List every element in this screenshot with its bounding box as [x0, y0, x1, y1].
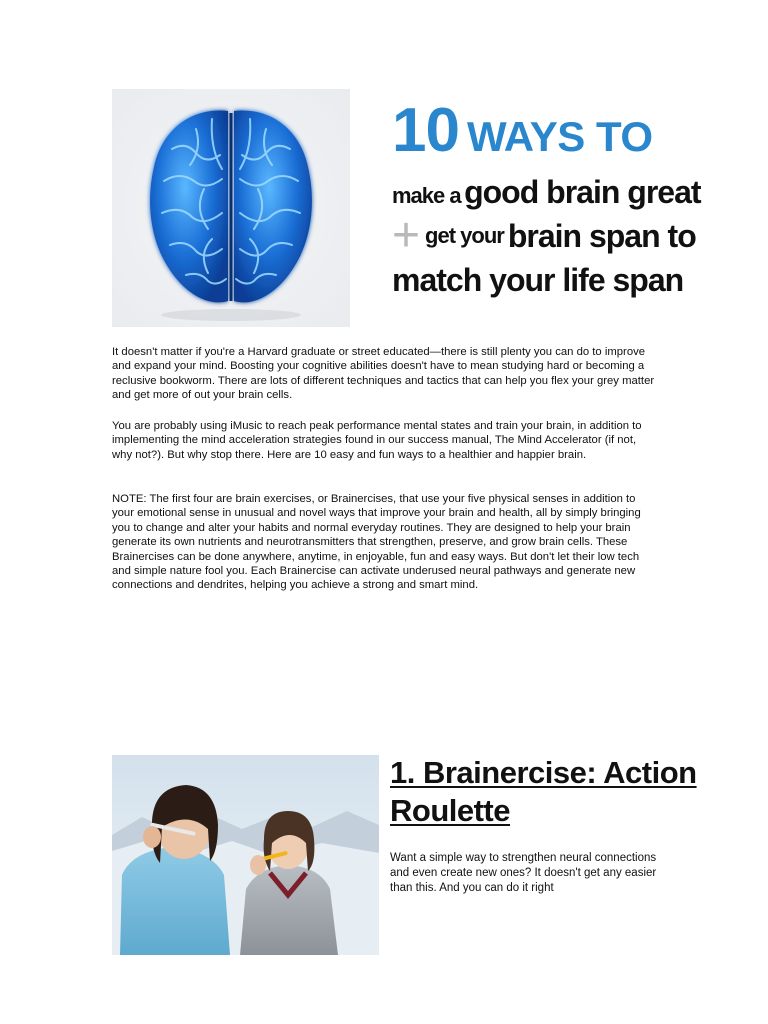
imusic-paragraph: You are probably using iMusic to reach peak performance mental states and train your brain, in addition to implementing the mind acceleration strategies found in our success manual, The Mind Accelerator (if not, why not?). But why stop there. Here are 10 easy and fun ways to a healthier and happier brain. — [112, 420, 642, 461]
headline-line-2-large: brain span to — [507, 218, 696, 254]
headline-title — [392, 96, 732, 165]
headline-line-1-small: make a — [392, 183, 461, 208]
headline-ways: WAYS TO — [466, 113, 653, 160]
note-paragraph: NOTE: The first four are brain exercises, or Brainercises, that use your five physical senses in addition to your emotional sense in unusual and novel ways that improve your brain and health, all by simply bringing you to change and alter your habits and normal everyday routines. They are designed to help your brain generate its own nutrients and neurotransmitters that strengthen, preserve, and grow brain cells. These Brainercises can be done anywhere, anytime, in enjoyable, fun and easy ways. But don't let their low tech and simple nature fool you. Each Brainercise can activate underused neural pathways and generate new connections and dendrites, helping you achieve a strong and smart mind. — [112, 493, 641, 592]
plus-icon: + — [392, 208, 420, 262]
brain-icon — [112, 89, 350, 327]
headline-line-2-small: get your — [425, 223, 504, 248]
headline-number: 10 — [392, 96, 459, 165]
section-1-intro: Want a simple way to strengthen neural connections and even create new ones? It doesn't get any easier than this. And you can do it right — [390, 852, 657, 894]
headline-line-3: match your life span — [392, 262, 684, 298]
toothbrush-photo — [112, 755, 379, 955]
headline-line-1 — [392, 176, 732, 208]
brain-image — [112, 89, 350, 327]
section-1-title: 1. Brainercise: Action Roulette — [390, 755, 697, 828]
intro-paragraph: It doesn't matter if you're a Harvard graduate or street educated—there is still plenty you can do to improve and expand your mind. Boosting your cognitive abilities doesn't have to mean studying hard or becoming a reclusive bookworm. There are lots of different techniques and tactics that can help you flex your grey matter and get more of out your brain cells. — [112, 346, 655, 402]
headline-line-1-large: good brain great — [464, 174, 701, 210]
headline-line-2 — [392, 208, 732, 262]
headline — [392, 96, 732, 298]
